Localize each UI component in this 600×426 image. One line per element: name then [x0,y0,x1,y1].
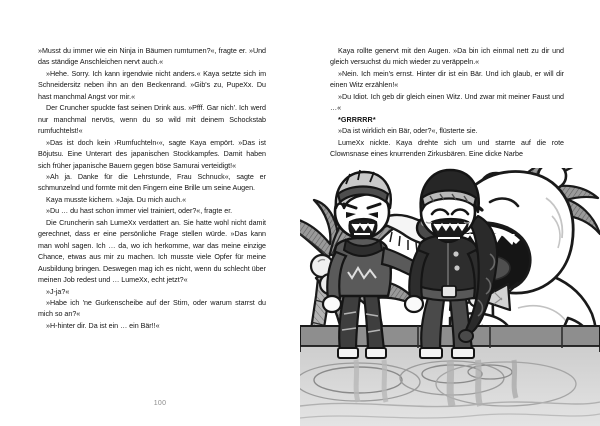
paragraph: Kaya musste kichern. »Jaja. Du mich auch.« [46,195,187,204]
paragraph: »J-ja?« [46,287,70,296]
paragraph: »Hehe. Sorry. Ich kann irgendwie nicht anders.« Kaya setzte sich im Schneidersitz neben ihn an den Beckenrand. »Gib's zu, PupeXx. Du hast manchmal Angst vor mir.« [38,69,266,101]
paragraph: »Ah ja. Danke für die Lehrstunde, Frau Schnuck«, sagte er schmunzelnd und formte mit den Fingern eine Brille um seine Augen. [38,172,266,193]
kaya-hand [405,296,423,312]
paragraph: »Musst du immer wie ein Ninja in Bäumen rumturnen?«, fragte er. »Und das ständige Anschleichen nervt auch.« [38,47,266,67]
pool-water [300,352,600,426]
left-text-column [38,46,266,332]
paragraph: »Das ist doch kein ›Rumfuchteln‹«, sagte Kaya empört. »Das ist Bōjutsu. Eine Unterart des japanischen Stockkampfes. Damit haben sich früher japanische Bauern gegen böse Samurai verteidigt!« [38,138,266,170]
lumexx-shoe [338,348,358,358]
sound-effect-text: *GRRRRR* [338,115,376,124]
jacket-button [454,265,459,270]
paragraph: »H-hinter dir. Da ist ein … ein Bär!!« [46,321,160,330]
reflection [514,360,516,398]
paragraph: »Habe ich 'ne Gurkenscheibe auf der Stirn, oder warum starrst du mich so an?« [38,298,266,319]
lumexx-shoe [366,348,386,358]
page-number: 100 [153,400,167,407]
reflection [356,360,358,402]
paragraph: »Du Idiot. Ich geb dir gleich einen Witz. Und zwar mit meiner Faust und …« [330,92,564,113]
paragraph: LumeXx nickte. Kaya drehte sich um und starrte auf die rote Clownsnase eines knurrenden Zirkusbären. Eine dicke Narbe [330,138,564,159]
kaya-shoe [452,348,474,358]
paragraph: »Da ist wirklich ein Bär, oder?«, flüsterte sie. [338,127,478,136]
belt-buckle [442,286,456,297]
right-text-column [330,46,564,161]
kaya-shoe [420,348,442,358]
paragraph: Der Cruncher spuckte fast seinen Drink aus. »Pfff. Gar nich'. Ich werd nur manchmal nervös, wenn du so wild mit deinem Schockstab rumfuchtelst!« [38,104,266,136]
reflection [450,360,452,406]
lumexx-leg [339,294,360,350]
paragraph: »Nein. Ich mein's ernst. Hinter dir ist ein Bär. Und ich glaub, er will dir einen Witz erzählen!« [330,69,564,90]
reflection [478,360,480,406]
chapter-illustration [300,168,600,426]
paragraph: Die Cruncherin sah LumeXx verdattert an. Sie hatte wohl nicht damit gerechnet, dass er eine persönliche Frage stellen würde. »Das kann man wohl sagen. Ich … da, wo ich herkomme, war das meine einzige Chance, etwas aus mir zu machen. Ich musste viele Opfer für meine Ausbildung bringen. Deswegen mag ich es nicht, wenn du schlecht über meinen Job redest und … LumeXx, echt jetzt?« [38,218,266,285]
reflection [384,360,386,402]
lumexx-fist [323,296,341,312]
paragraph: »Du … du hast schon immer viel trainiert, oder?«, fragte er. [46,207,233,216]
paragraph: Kaya rollte genervt mit den Augen. »Da bin ich einmal nett zu dir und gleich versuchst du mich wieder zu veräppeln.« [330,47,564,67]
jacket-button [453,251,458,256]
